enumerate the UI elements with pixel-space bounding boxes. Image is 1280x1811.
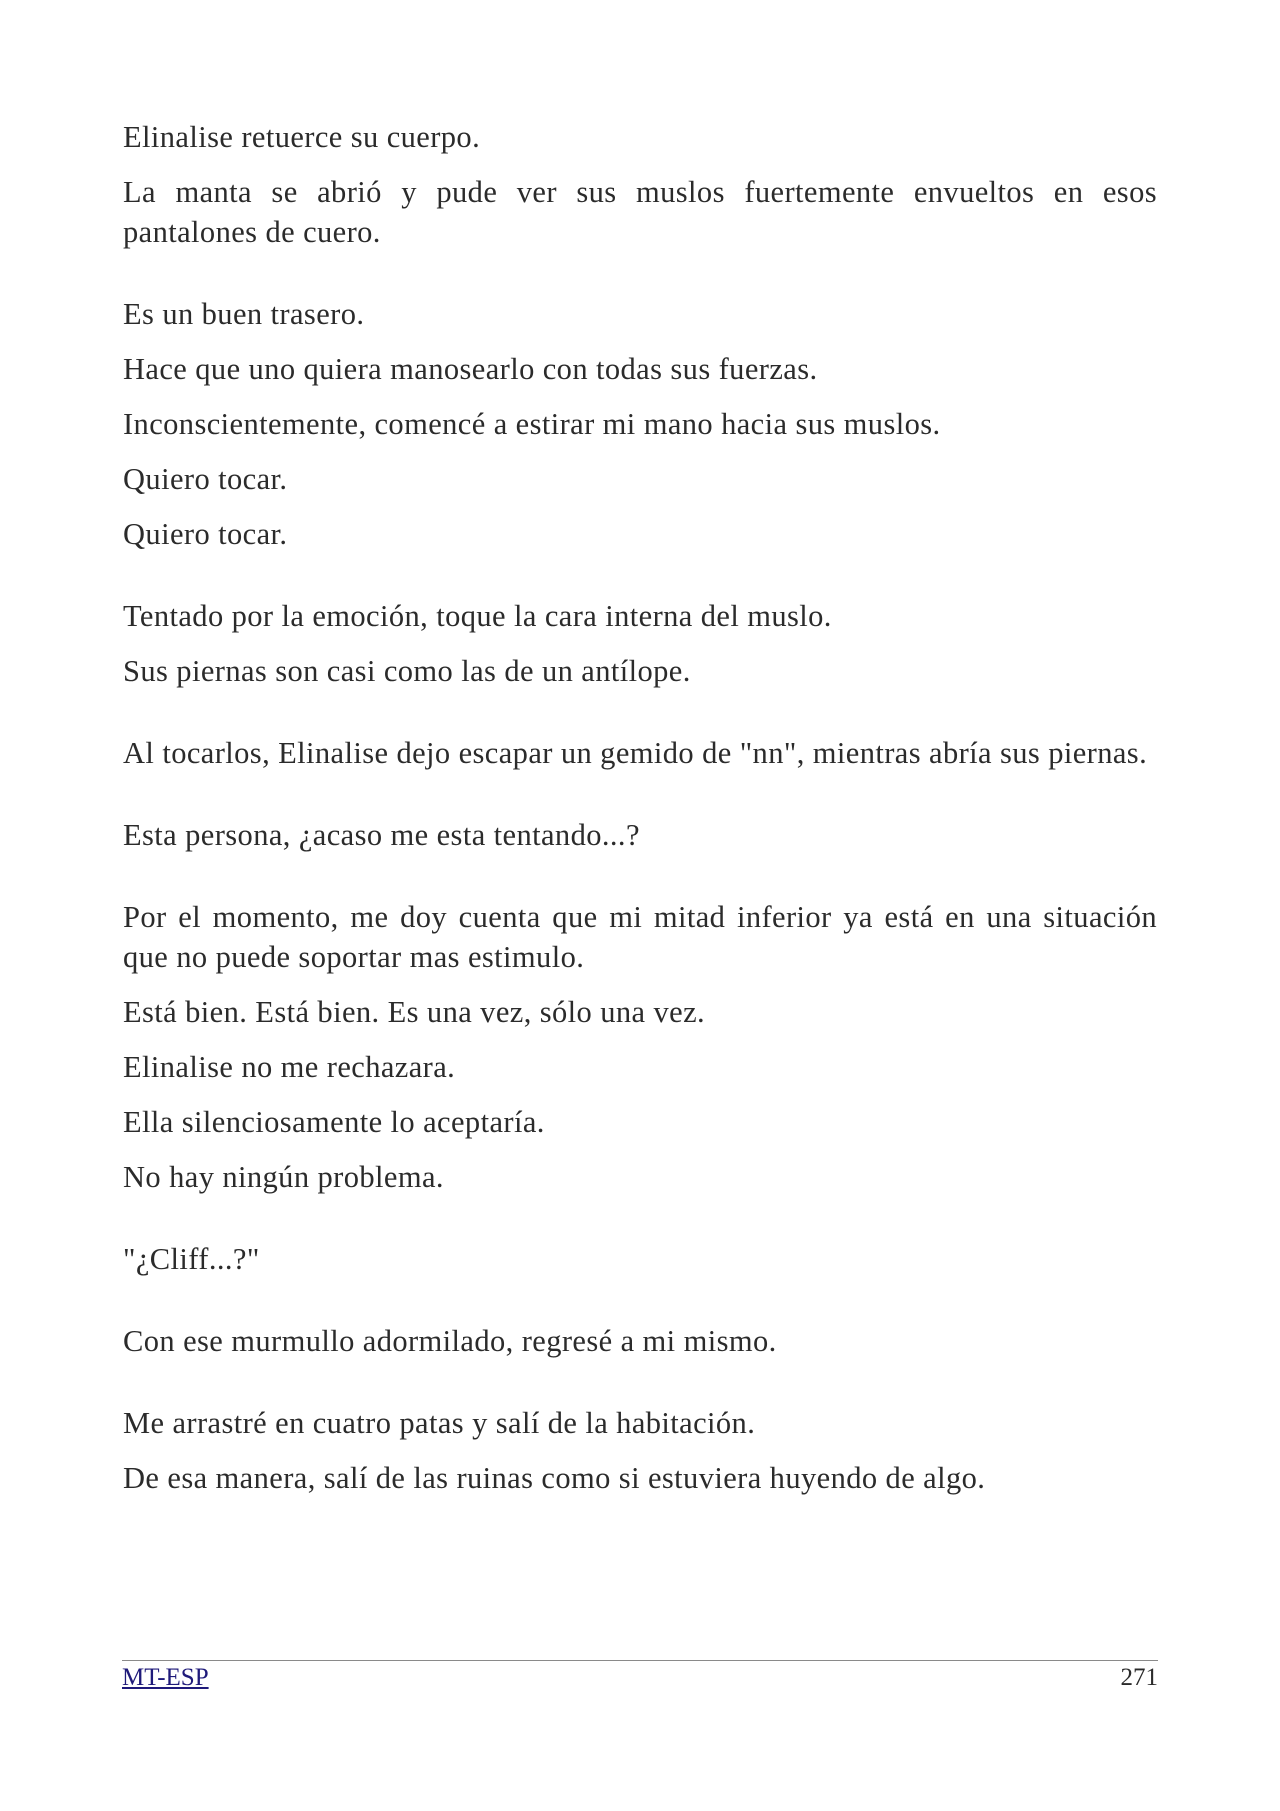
paragraph: Elinalise no me rechazara. bbox=[123, 1050, 456, 1084]
paragraph: Sus piernas son casi como las de un antílope. bbox=[123, 654, 691, 688]
paragraph: Al tocarlos, Elinalise dejo escapar un gemido de "nn", mientras abría sus piernas. bbox=[123, 736, 1148, 770]
paragraph: Por el momento, me doy cuenta que mi mitad inferior ya está en una situación que no puede soportar mas estimulo. bbox=[123, 900, 1157, 974]
paragraph: La manta se abrió y pude ver sus muslos fuertemente envueltos en esos pantalones de cuero. bbox=[123, 175, 1157, 249]
paragraph: Inconscientemente, comencé a estirar mi mano hacia sus muslos. bbox=[123, 407, 941, 441]
paragraph: Elinalise retuerce su cuerpo. bbox=[123, 120, 481, 154]
page-number: 271 bbox=[1120, 1664, 1158, 1691]
paragraph: Hace que uno quiera manosearlo con todas sus fuerzas. bbox=[123, 352, 818, 386]
paragraph: Quiero tocar. bbox=[123, 462, 288, 496]
text-body bbox=[123, 117, 1157, 1498]
paragraph: Está bien. Está bien. Es una vez, sólo una vez. bbox=[123, 995, 706, 1029]
footer-divider bbox=[122, 1660, 1158, 1661]
paragraph: "¿Cliff...?" bbox=[123, 1242, 260, 1276]
paragraph: Con ese murmullo adormilado, regresé a mi mismo. bbox=[123, 1324, 777, 1358]
paragraph: Esta persona, ¿acaso me esta tentando...? bbox=[123, 818, 640, 852]
paragraph: Me arrastré en cuatro patas y salí de la habitación. bbox=[123, 1406, 756, 1440]
paragraph: No hay ningún problema. bbox=[123, 1160, 444, 1194]
paragraph: De esa manera, salí de las ruinas como si estuviera huyendo de algo. bbox=[123, 1461, 986, 1495]
paragraph: Quiero tocar. bbox=[123, 517, 288, 551]
paragraph: Ella silenciosamente lo aceptaría. bbox=[123, 1105, 545, 1139]
paragraph: Tentado por la emoción, toque la cara interna del muslo. bbox=[123, 599, 832, 633]
paragraph: Es un buen trasero. bbox=[123, 297, 365, 331]
footer-link[interactable]: MT-ESP bbox=[122, 1664, 209, 1691]
